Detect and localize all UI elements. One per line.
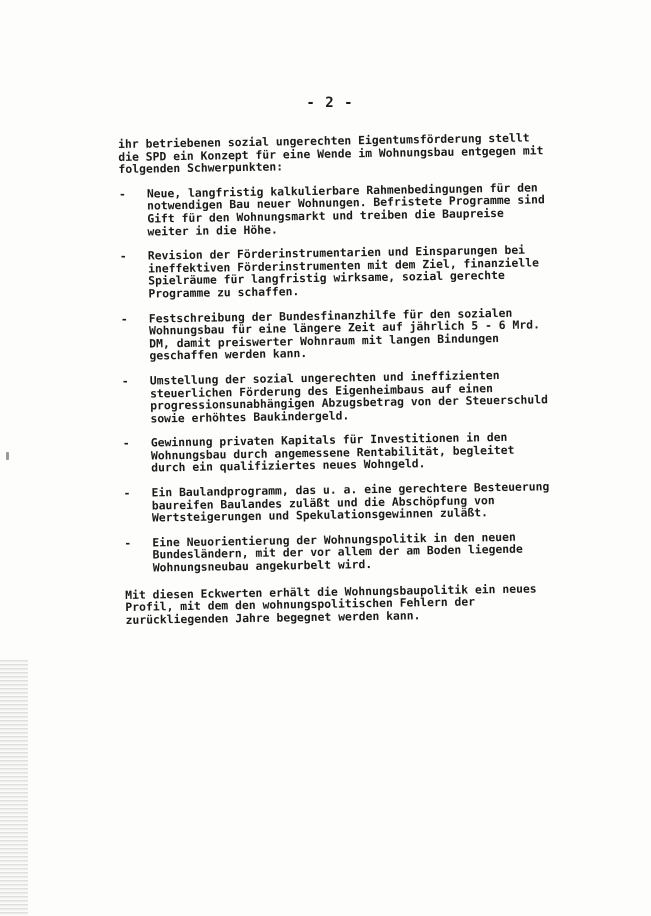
list-item-text: Umstellung der sozial ungerechten und ineffizienten steuerlichen Förderung des Eigenheimbaus auf einen progressionsunabhängigen Abzugsbetrag von der Steuerschuld sowie erhöhtes Baukindergeld. [149,367,549,426]
list-item [119,181,550,238]
bullet-dash: - [124,535,132,550]
list-item [124,530,555,575]
bullet-list [119,181,555,575]
list-item-text: Revision der Förderinstrumentarien und Einsparungen bei ineffektiven Förderinstrumenten mit dem Ziel, finanzielle Spielräume für langfristig wirksame, sozial gerechte Programme zu schaffen. [147,242,540,301]
bullet-dash: - [121,373,129,388]
list-item [122,368,553,425]
list-item-text: Eine Neuorientierung der Wohnungspolitik in den neuen Bundesländern, mit der vor allem der am Boden liegende Wohnungsneubau angekurbelt wird. [152,529,523,575]
bullet-dash: - [118,186,126,201]
bullet-dash: - [119,249,127,264]
list-item [120,243,551,300]
page-number: - 2 - [306,95,354,111]
scan-edge-artifact [0,660,28,916]
bullet-dash: - [122,436,130,451]
list-item-text: Ein Baulandprogramm, das u. a. eine gerechtere Besteuerung baureifen Baulandes zuläßt und die Abschöpfung von Wertsteigerungen und Spekulationsgewinnen zuläßt. [151,479,550,525]
closing-paragraph: Mit diesen Eckwerten erhält die Wohnungsbaupolitik ein neues Profil, mit dem den wohnungspolitischen Fehlern der zurückliegenden Jahre begegnet werden kann. [125,581,537,627]
list-item-text: Festschreibung der Bundesfinanzhilfe für den sozialen Wohnungsbau für eine längere Zeit auf jährlich 5 - 6 Mrd. DM, damit preiswerter Wohnraum mit langen Bindungen geschaffen werden kann. [148,305,540,363]
list-item-text: Neue, langfristig kalkulierbare Rahmenbedingungen für den notwendigen Bau neuer Wohnungen. Befristete Programme sind Gift für den Wohnungsmarkt und treiben die Baupreise weiter in die Höhe. [146,180,545,239]
body-text [118,131,556,626]
list-item [123,430,554,475]
list-item [121,306,552,363]
intro-paragraph: ihr betriebenen sozial ungerechten Eigentumsförderung stellt die SPD ein Konzept für eine Wende im Wohnungsbau entgegen mit folgenden Schwerpunkten: [117,130,544,177]
list-item-text: Gewinnung privaten Kapitals für Investitionen in den Wohnungsbau durch angemessene Rentabilität, begleitet durch ein qualifiziertes neues Wohngeld. [150,430,515,475]
scan-speck [6,452,9,460]
bullet-dash: - [120,311,128,326]
bullet-dash: - [123,485,131,501]
list-item [123,480,554,525]
